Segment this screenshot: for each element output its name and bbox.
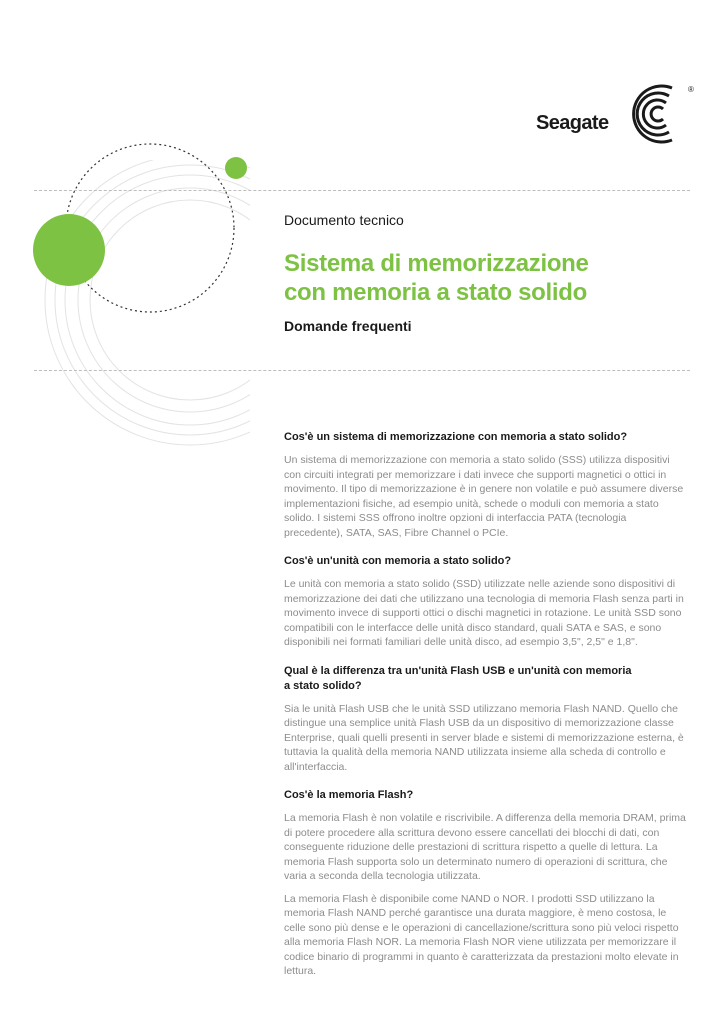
page-title — [284, 249, 684, 307]
question-line: Qual è la differenza tra un'unità Flash USB e un'unità con memoria — [284, 664, 632, 677]
faq-question — [284, 554, 686, 569]
bottom-dashed-divider — [34, 370, 690, 371]
page-subtitle: Domande frequenti — [284, 318, 412, 334]
logo-wordmark: Seagate — [536, 112, 609, 134]
faq-answer: Sia le unità Flash USB che le unità SSD utilizzano memoria Flash NAND. Quello che distingue una semplice unità Flash USB da un dispositivo di memorizzazione classe Enterprise, quali quelli presenti in server blade e sistemi di memorizzazione esterna, è tuttavia la qualità della memoria NAND utilizzata insieme alla scheda di controllo e all'interfaccia. — [284, 702, 684, 773]
faq-answer: La memoria Flash è disponibile come NAND o NOR. I prodotti SSD utilizzano la memoria Flash NAND perché garantisce una durata maggiore, è meno costosa, le celle sono più dense e le operazioni di cancellazione/scrittura sono più veloci rispetto alla memoria Flash NOR. La memoria Flash NOR viene utilizzata per memorizzare il codice binario di programmi in quanto è caratterizzata da prestazioni molto elevate in lettura. — [284, 892, 679, 977]
faq-answer: Un sistema di memorizzazione con memoria a stato solido (SSS) utilizza dispositivi con circuiti integrati per memorizzare i dati invece che supporti magnetici o ottici in movimento. Il tipo di memorizzazione è in genere non volatile e può assumere diverse implementazioni fisiche, ad esempio unità, schede o moduli con memoria a stato solido. I sistemi SSS offrono inoltre opzioni di interfaccia PATA (tecnologia precedente), SATA, SAS, Fibre Channel o PCIe. — [284, 454, 684, 539]
large-green-dot — [33, 214, 105, 286]
faq-section — [284, 430, 686, 993]
faq-question — [284, 788, 686, 803]
swirl-arc — [651, 107, 663, 121]
faq-answer: Le unità con memoria a stato solido (SSD) utilizzate nelle aziende sono dispositivi di memorizzazione dei dati che utilizzano una tecnologia di memoria Flash senza parti in movimento invece di supporti ottici o dischi magnetici in rotazione. Le unità SSD sono compatibili con le interfacce delle unità disco standard, quali SATA e SAS, e sono disponibili nei formati familiari delle unità disco, ad esempio 3,5", 2,5" e 1,8". — [284, 578, 684, 648]
question-line: Cos'è la memoria Flash? — [284, 789, 414, 801]
faq-item — [284, 664, 686, 775]
arc-mask-top — [0, 0, 250, 160]
registered-mark: ® — [688, 85, 694, 94]
faq-item — [284, 430, 686, 540]
faq-item — [284, 788, 686, 979]
faq-item — [284, 554, 686, 650]
seagate-logo — [536, 82, 696, 146]
question-line: Cos'è un sistema di memorizzazione con memoria a stato solido? — [284, 431, 628, 443]
question-line: a stato solido? — [284, 679, 362, 692]
small-green-dot — [225, 157, 247, 179]
top-dashed-divider — [34, 190, 690, 191]
document-type-label: Documento tecnico — [284, 212, 404, 228]
seagate-swirl-icon — [622, 82, 696, 146]
title-line: con memoria a stato solido — [284, 279, 587, 306]
swirl-arc — [643, 100, 666, 128]
faq-question — [284, 430, 686, 445]
faq-question — [284, 664, 686, 694]
question-line: Cos'è un'unità con memoria a stato solido? — [284, 555, 512, 567]
faq-answer: La memoria Flash è non volatile e riscrivibile. A differenza della memoria DRAM, prima di potere procedere alla scrittura devono essere cancellati dei blocchi di dati, con conseguente riduzione delle prestazioni di scrittura rispetto a quelle di lettura. La memoria Flash supporta solo un determinato numero di operazioni di scrittura, che varia a seconda della tecnologia utilizzata. — [284, 812, 686, 882]
title-line: Sistema di memorizzazione — [284, 250, 589, 277]
